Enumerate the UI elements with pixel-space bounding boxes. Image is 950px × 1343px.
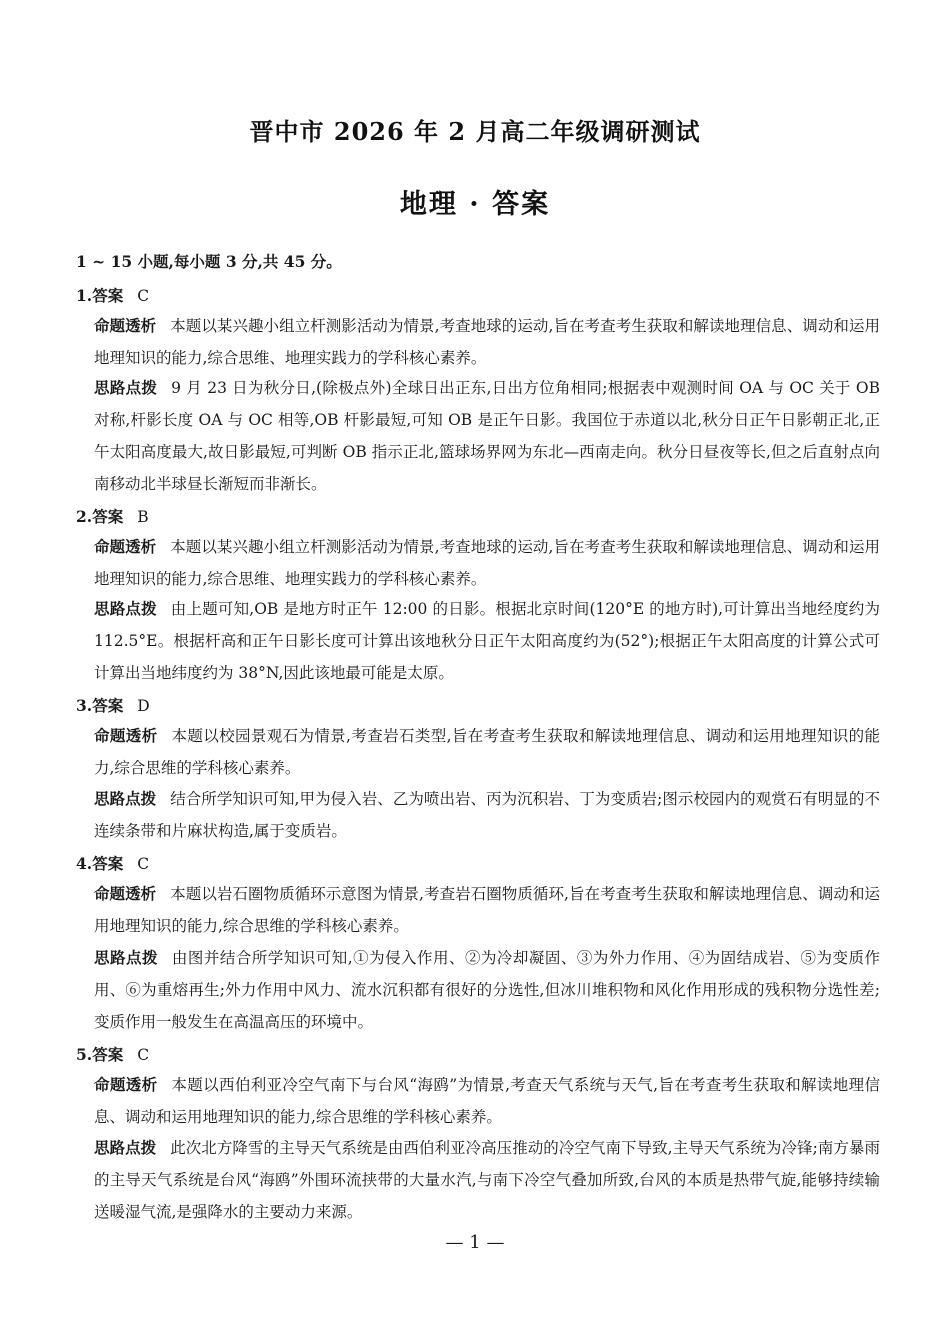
hint-label: 思路点拨 — [94, 790, 157, 808]
answer-label: 答案 — [92, 696, 124, 715]
analysis-text: 本题以某兴趣小组立杆测影活动为情景,考查地球的运动,旨在考查考生获取和解读地理信息、调动和运用地理知识的能力,综合思维、地理实践力的学科核心素养。 — [94, 317, 880, 367]
analysis-text: 本题以西伯利亚冷空气南下与台风“海鸥”为情景,考查天气系统与天气,旨在考查考生获取和解读地理信息、调动和运用地理知识的能力,综合思维的学科核心素养。 — [94, 1076, 880, 1126]
hint-label: 思路点拨 — [94, 379, 158, 397]
hint-text: 9 月 23 日为秋分日,(除极点外)全球日出正东,日出方位角相同;根据表中观测时间 OA 与 OC 关于 OB 对称,杆影长度 OA 与 OC 相等,OB 杆影最短,可知 OB 是正午日影。我国位于赤道以北,秋分日正午日影朝正北,正午太阳高度最大,故日影最短,可判断 OB 指示正北,篮球场界网为东北—西南走向。秋分日昼夜等长,但之后直射点向南移动北半球昼长渐短而非渐长。 — [94, 379, 880, 493]
question-1-hint — [94, 372, 880, 500]
answer-value: C — [137, 1046, 150, 1064]
question-2-analysis — [94, 531, 880, 595]
analysis-label: 命题透析 — [94, 885, 157, 903]
document-subtitle: 地理 · 答案 — [399, 189, 551, 220]
question-2-header — [76, 505, 149, 527]
document-title: 晋中市 2026 年 2 月高二年级调研测试 — [249, 117, 701, 146]
question-5-hint — [94, 1132, 880, 1228]
question-3-hint — [94, 783, 880, 847]
answer-label: 答案 — [92, 286, 124, 305]
analysis-label: 命题透析 — [94, 1076, 158, 1094]
analysis-label: 命题透析 — [94, 727, 158, 745]
analysis-text: 本题以岩石圈物质循环示意图为情景,考查岩石圈物质循环,旨在考查考生获取和解读地理信息、调动和运用地理知识的能力,综合思维的学科核心素养。 — [94, 885, 880, 935]
analysis-text: 本题以某兴趣小组立杆测影活动为情景,考查地球的运动,旨在考查考生获取和解读地理信息、调动和运用地理知识的能力,综合思维、地理实践力的学科核心素养。 — [94, 538, 880, 588]
question-number: 3. — [76, 696, 93, 715]
question-1-header — [76, 284, 149, 306]
question-3-header — [76, 694, 150, 716]
analysis-text: 本题以校园景观石为情景,考查岩石类型,旨在考查考生获取和解读地理信息、调动和运用地理知识的能力,综合思维的学科核心素养。 — [94, 727, 880, 777]
hint-text: 由图并结合所学知识可知,①为侵入作用、②为冷却凝固、③为外力作用、④为固结成岩、⑤为变质作用、⑥为重熔再生;外力作用中风力、流水沉积都有很好的分选性,但冰川堆积物和风化作用形成的残积物分选性差;变质作用一般发生在高温高压的环境中。 — [94, 949, 880, 1031]
question-1-analysis — [94, 310, 880, 374]
question-number: 4. — [76, 854, 93, 873]
question-number: 1. — [76, 286, 93, 305]
hint-label: 思路点拨 — [94, 600, 157, 618]
answer-value: C — [137, 855, 150, 873]
question-5-analysis — [94, 1069, 880, 1133]
answer-label: 答案 — [92, 1045, 124, 1064]
question-2-hint — [94, 593, 880, 689]
question-number: 5. — [76, 1045, 93, 1064]
hint-label: 思路点拨 — [94, 949, 158, 967]
analysis-label: 命题透析 — [94, 317, 157, 335]
answer-label: 答案 — [92, 507, 124, 526]
analysis-label: 命题透析 — [94, 538, 157, 556]
question-4-header — [76, 852, 149, 874]
question-number: 2. — [76, 507, 93, 526]
answer-value: C — [137, 287, 150, 305]
question-4-analysis — [94, 878, 880, 942]
question-4-hint — [94, 942, 880, 1038]
hint-text: 此次北方降雪的主导天气系统是由西伯利亚冷高压推动的冷空气南下导致,主导天气系统为冷锋;南方暴雨的主导天气系统是台风“海鸥”外围环流挟带的大量水汽,与南下冷空气叠加所致,台风的本质是热带气旋,能够持续输送暖湿气流,是强降水的主要动力来源。 — [94, 1139, 880, 1221]
page-number: — 1 — — [445, 1232, 505, 1253]
question-5-header — [76, 1043, 149, 1065]
hint-label: 思路点拨 — [94, 1139, 157, 1157]
hint-text: 结合所学知识可知,甲为侵入岩、乙为喷出岩、丙为沉积岩、丁为变质岩;图示校园内的观赏石有明显的不连续条带和片麻状构造,属于变质岩。 — [94, 790, 880, 840]
section-intro: 1 ~ 15 小题,每小题 3 分,共 45 分。 — [76, 252, 342, 271]
answer-label: 答案 — [92, 854, 124, 873]
hint-text: 由上题可知,OB 是地方时正午 12:00 的日影。根据北京时间(120°E 的地方时),可计算出当地经度约为 112.5°E。根据杆高和正午日影长度可计算出该地秋分日正午太阳高度约为(52°);根据正午太阳高度的计算公式可计算出当地纬度约为 38°N,因此该地最可能是太原。 — [94, 600, 880, 682]
question-3-analysis — [94, 720, 880, 784]
answer-value: B — [137, 508, 149, 526]
answer-value: D — [137, 697, 150, 715]
